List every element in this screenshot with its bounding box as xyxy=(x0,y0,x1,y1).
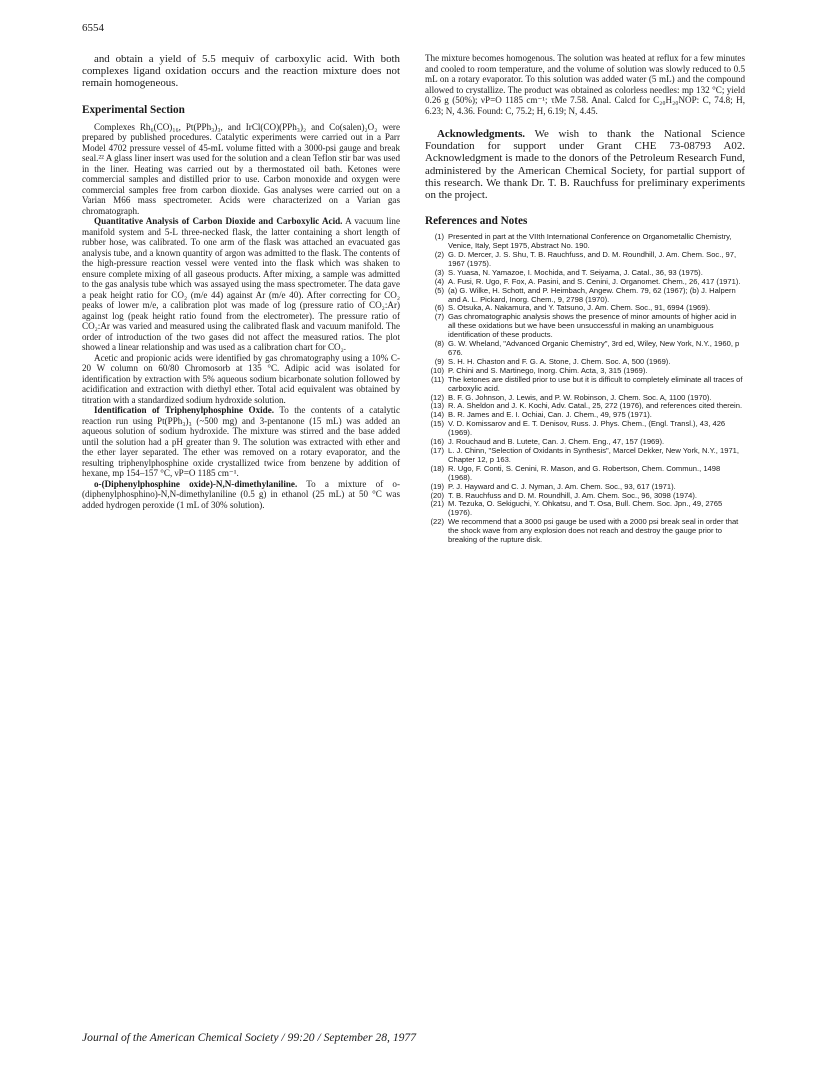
reference-text: S. Otsuka, A. Nakamura, and Y. Tatsuno, J. Am. Chem. Soc., 91, 6994 (1969). xyxy=(448,303,711,313)
paragraph-body: A vacuum line manifold system and 5-L three-necked flask, the latter containing a short length of rubber hose, was calibrated. To one arm of the flask was attached an evacuated gas analysis tube, and a known quantity of argon was admitted to the flask. The contents of the high-pressure reaction vessel were vented into the flask which was shaken to ensure complete mixing of all gaseous products. After mixing, a sample was admitted to the gas analysis tube which was assayed using the mass spectrometer. The data gave a peak height ratio for CO₂ (m/e 44) against Ar (m/e 40). After correcting for CO₂ peaks of lower m/e, a calibration plot was made of log (pressure ratio of CO₂:Ar) against log (peak height ratio found from the electrometer). The pressure ratio of CO₂:Ar was varied and measured using the calibrated flask and vacuum manifold. The order of introduction of the two gases did not affect the measured ratios. The plot showed a linear relationship and was used as a calibration chart for CO₂. xyxy=(82,216,400,353)
reference-number: (11) xyxy=(431,374,444,384)
experimental-paragraph-1: Complexes Rh₆(CO)₁₆, Pt(PPh₃)₃, and IrCl(CO)(PPh₃)₂ and Co(salen)₂O₂ were prepared by published procedures. Catalytic experiments were carried out in a Parr Model 4702 pressure vessel of 45-mL volume fitted with a 3000-psi gauge and break seal.²² A glass liner insert was used for the solution and a clean Teflon stir bar was used in the liner. Heating was carried out by a thermostated oil bath. Ketones were commercial samples and distilled prior to use. Carbon monoxide and oxygen were commercial samples free from carbon dioxide. Gas analyses were carried out on a Varian M66 mass spectrometer. Acids were characterized on a Varian gas chromatograph. xyxy=(82,121,400,216)
paragraph-body: To the contents of a catalytic reaction run using Pt(PPh₃)₃ (~500 mg) and 3-pentanone (15 mL) was added an aqueous solution of sodium hydroxide. The mixture was stirred and the base added until the solution had a pH greater than 9. The solution was extracted with ether and the ether layer separated. The ether was removed on a rotary evaporator, and the resulting triphenylphosphine oxide crystallized twice from benzene by addition of hexane, mp 154–157 °C, νP=O 1185 cm⁻¹. xyxy=(82,405,400,479)
acknowledgments-body: We wish to thank the National Science Foundation for support under Grant CHE 73-08793 A02. Acknowledgment is made to the donors of the Petroleum Research Fund, administered by the American Chemical Society, for partial support of this research. We thank Dr. T. B. Rauchfuss for preliminary experiments on the project. xyxy=(425,128,745,202)
reference-text: Gas chromatographic analysis shows the presence of minor amounts of higher acid in all these oxidations but we have been unsuccessful in making an unambiguous identification of these products. xyxy=(448,312,737,340)
reference-item xyxy=(425,500,745,518)
reference-number: (19) xyxy=(430,481,444,491)
reference-text: We recommend that a 3000 psi gauge be used with a 2000 psi break seal in order that the shock wave from any explosion does not reach and destroy the gauge prior to breaking of the rupture disk. xyxy=(448,517,739,545)
reference-text: G. W. Wheland, "Advanced Organic Chemistry", 3rd ed, Wiley, New York, N.Y., 1960, p 676. xyxy=(448,339,740,357)
reference-number: (16) xyxy=(430,437,444,447)
journal-footer: Journal of the American Chemical Society / 99:20 / September 28, 1977 xyxy=(82,1031,417,1044)
acknowledgments-title: Acknowledgments. xyxy=(437,128,526,140)
reference-text: R. Ugo, F. Conti, S. Cenini, R. Mason, and G. Robertson, Chem. Commun., 1498 (1968). xyxy=(448,463,721,482)
reference-item xyxy=(425,465,745,483)
experimental-paragraph-2 xyxy=(82,216,400,353)
reference-item xyxy=(425,251,745,269)
experimental-paragraph-4 xyxy=(82,405,400,479)
paragraph-run-in-title: Identification of Triphenylphosphine Oxide. xyxy=(94,405,275,416)
reference-number: (3) xyxy=(434,267,444,277)
reference-number: (9) xyxy=(434,356,444,366)
reference-text: Presented in part at the VIIth International Conference on Organometallic Chemistry, Venice, Italy, Sept 1975, Abstract No. 190. xyxy=(448,232,732,251)
reference-number: (21) xyxy=(430,499,444,509)
reference-number: (1) xyxy=(434,232,444,242)
reference-number: (20) xyxy=(430,490,444,500)
reference-number: (2) xyxy=(434,250,444,260)
reference-number: (4) xyxy=(434,276,444,286)
reference-number: (17) xyxy=(430,445,444,455)
intro-paragraph: and obtain a yield of 5.5 mequiv of carboxylic acid. With both complexes ligand oxidation occurs and the reaction mixture does not remain homogeneous. xyxy=(82,53,400,90)
reference-text: A. Fusi, R. Ugo, F. Fox, A. Pasini, and S. Cenini, J. Organomet. Chem., 26, 417 (1971). xyxy=(448,276,741,286)
reference-item xyxy=(425,287,745,305)
reference-number: (5) xyxy=(434,285,444,295)
reference-text: (a) G. Wilke, H. Schott, and P. Heimbach, Angew. Chem. 79, 62 (1967); (b) J. Halpern and A. L. Pickard, Inorg. Chem., 9, 2798 (1970). xyxy=(448,285,736,304)
reference-item xyxy=(425,233,745,251)
reference-text: J. Rouchaud and B. Lutete, Can. J. Chem. Eng., 47, 157 (1969). xyxy=(448,437,665,447)
reference-number: (18) xyxy=(430,463,444,473)
reference-number: (12) xyxy=(430,392,444,402)
reference-text: S. Yuasa, N. Yamazoe, I. Mochida, and T. Seiyama, J. Catal., 36, 93 (1975). xyxy=(448,267,703,277)
reference-number: (7) xyxy=(434,312,444,322)
reference-item xyxy=(425,518,745,545)
continued-paragraph: The mixture becomes homogenous. The solution was heated at reflux for a few minutes and cooled to room temperature, and the volume of solution was slowly reduced to 0.5 mL on a rotary evaporator. To this solution was added water (5 mL) and the compound allowed to crystallize. The product was obtained as colorless needles: mp 132 °C; yield 0.26 g (50%); νP=O 1185 cm⁻¹; τMe 7.58. Anal. Calcd for C₂₀H₂₀NOP: C, 74.8; H, 6.23; N, 4.36. Found: C, 75.2; H, 6.19; N, 4.45. xyxy=(425,53,745,116)
reference-number: (8) xyxy=(434,339,444,349)
reference-text: The ketones are distilled prior to use but it is difficult to completely eliminate all traces of carboxylic acid. xyxy=(448,374,743,393)
reference-text: P. J. Hayward and C. J. Nyman, J. Am. Chem. Soc., 93, 617 (1971). xyxy=(448,481,676,491)
reference-number: (10) xyxy=(430,365,444,375)
reference-number: (15) xyxy=(430,419,444,429)
reference-text: S. H. H. Chaston and F. G. A. Stone, J. Chem. Soc. A, 500 (1969). xyxy=(448,356,671,366)
reference-item xyxy=(425,376,745,394)
experimental-paragraph-3: Acetic and propionic acids were identified by gas chromatography using a 10% C-20 W column on 60/80 Chromosorb at 135 °C. Adipic acid was isolated for identification by extraction with 5% aqueous sodium bicarbonate solution followed by acidification and extraction with diethyl ether. Total acid equivalent was obtained by titration with a standardized sodium hydroxide solution. xyxy=(82,352,400,405)
reference-text: L. J. Chinn, "Selection of Oxidants in Synthesis", Marcel Dekker, New York, N.Y., 1971, Chapter 12, p 163. xyxy=(448,445,740,464)
left-column xyxy=(82,53,400,510)
reference-item xyxy=(425,447,745,465)
reference-text: B. R. James and E. I. Ochiai, Can. J. Chem., 49, 975 (1971). xyxy=(448,410,652,420)
reference-number: (13) xyxy=(430,401,444,411)
reference-item xyxy=(425,420,745,438)
page-number: 6554 xyxy=(82,22,104,34)
reference-text: B. F. G. Johnson, J. Lewis, and P. W. Robinson, J. Chem. Soc. A, 1100 (1970). xyxy=(448,392,712,402)
paragraph-body: To a mixture of o-(diphenylphosphino)-N,N-dimethylaniline (0.5 g) in ethanol (25 mL) at 50 °C was added hydrogen peroxide (1 mL of 30% solution). xyxy=(82,478,400,510)
experimental-paragraph-5 xyxy=(82,479,400,511)
reference-number: (22) xyxy=(430,517,444,527)
reference-number: (14) xyxy=(430,410,444,420)
reference-text: G. D. Mercer, J. S. Shu, T. B. Rauchfuss, and D. M. Roundhill, J. Am. Chem. Soc., 97, 1967 (1975). xyxy=(448,250,737,268)
reference-text: V. D. Komissarov and E. T. Denisov, Russ. J. Phys. Chem., (Engl. Transl.), 43, 426 (1969). xyxy=(448,419,726,438)
paragraph-run-in-title: o-(Diphenylphosphine oxide)-N,N-dimethylaniline. xyxy=(94,478,298,489)
references-heading: References and Notes xyxy=(425,215,528,228)
references-list xyxy=(425,233,745,545)
reference-text: M. Tezuka, O. Sekiguchi, Y. Ohkatsu, and T. Osa, Bull. Chem. Soc. Jpn., 49, 2765 (1976). xyxy=(448,499,723,518)
reference-text: P. Chini and S. Martinego, Inorg. Chim. Acta, 3, 315 (1969). xyxy=(448,365,648,375)
reference-text: T. B. Rauchfuss and D. M. Roundhill, J. Am. Chem. Soc., 96, 3098 (1974). xyxy=(448,490,698,500)
reference-text: R. A. Sheldon and J. K. Kochi, Adv. Catal., 25, 272 (1976), and references cited therein. xyxy=(448,401,743,411)
acknowledgments-paragraph xyxy=(425,128,745,201)
reference-number: (6) xyxy=(434,303,444,313)
reference-item xyxy=(425,313,745,340)
right-column xyxy=(425,53,745,545)
reference-item xyxy=(425,340,745,358)
experimental-heading: Experimental Section xyxy=(82,103,185,116)
paragraph-run-in-title: Quantitative Analysis of Carbon Dioxide and Carboxylic Acid. xyxy=(94,216,343,227)
